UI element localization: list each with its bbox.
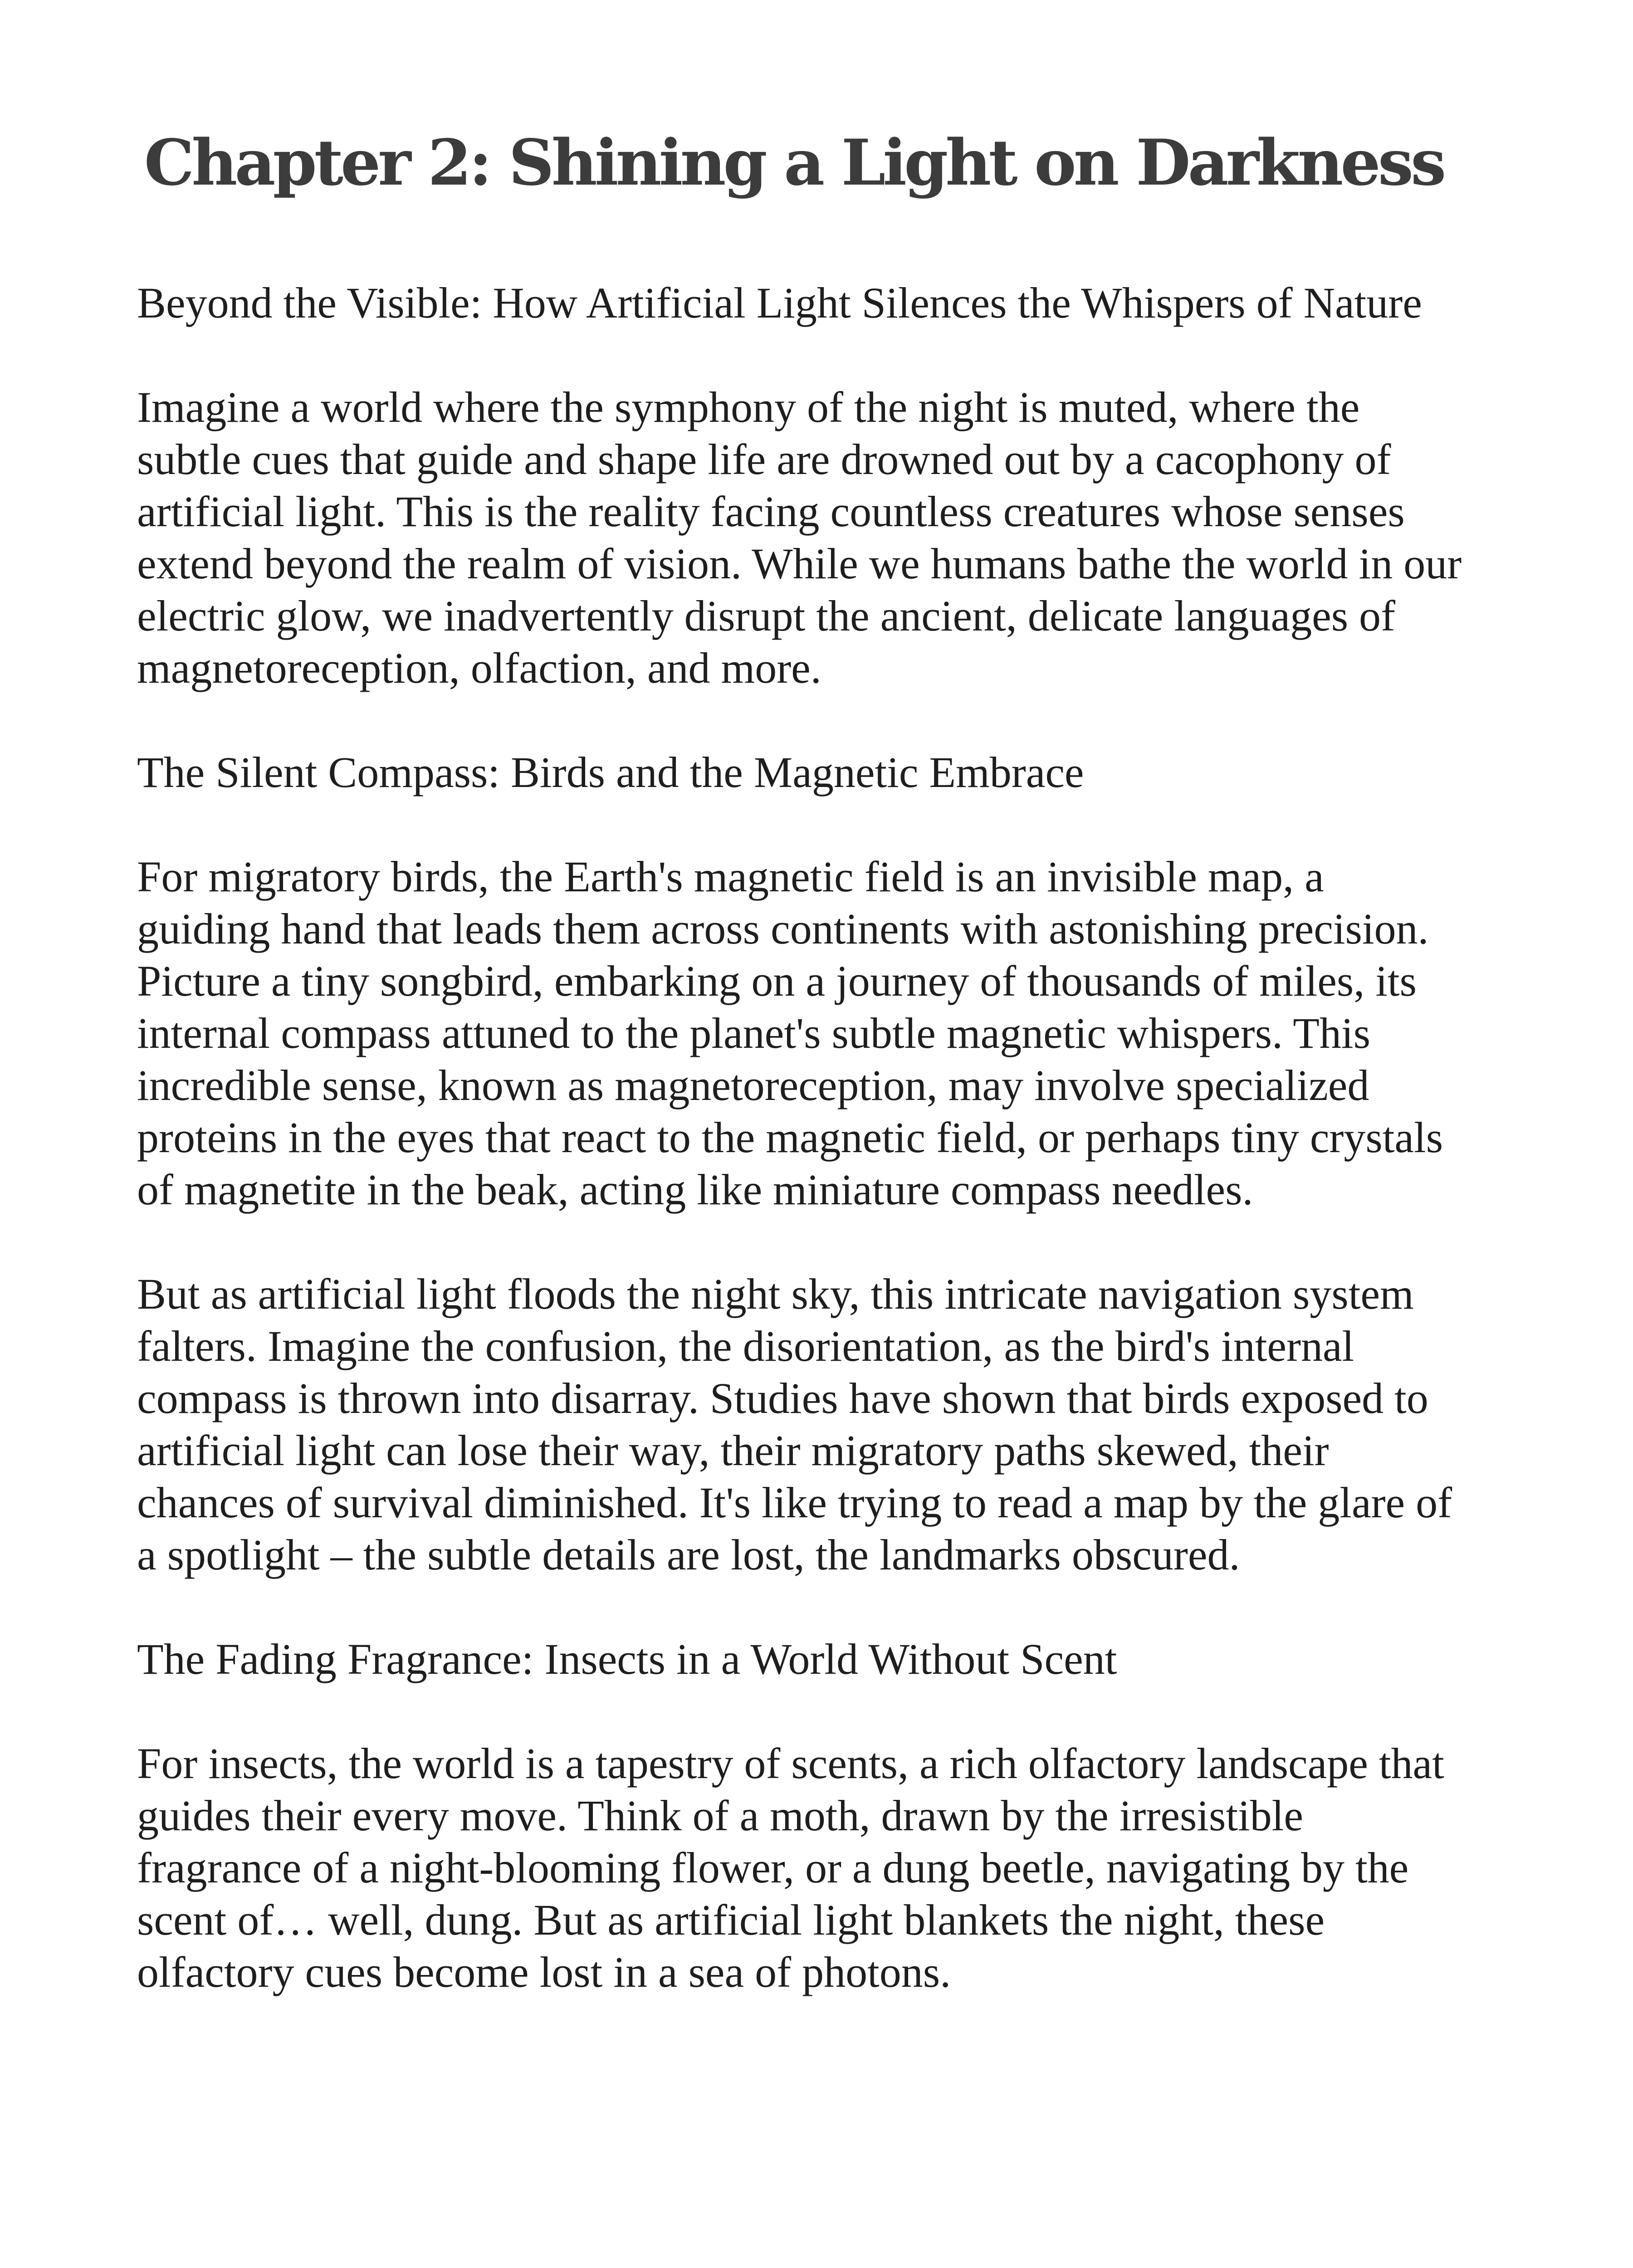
chapter-title: Chapter 2: Shining a Light on Darkness (144, 125, 1444, 200)
paragraph-intro: Imagine a world where the symphony of the night is muted, where the subtle cues that guide and shape life are drowned out by a cacophony of artificial light. This is the reality facing countless creatures whose senses extend beyond the realm of vision. While we humans bathe the world in our electric glow, we inadvertently disrupt the ancient, delicate languages of magnetoreception, olfaction, and more. (137, 383, 1462, 692)
section-heading-fading-fragrance: The Fading Fragrance: Insects in a World Without Scent (137, 1635, 1117, 1683)
section-subtitle-beyond-the-visible: Beyond the Visible: How Artificial Light Silences the Whispers of Nature (137, 279, 1422, 327)
section-heading-silent-compass: The Silent Compass: Birds and the Magnetic Embrace (137, 748, 1084, 797)
paragraph-artificial-light-birds: But as artificial light floods the night sky, this intricate navigation system falters. Imagine the confusion, the disorientation, as the bird's internal compass is thrown into disarray. Studies have shown that birds exposed to artificial light can lose their way, their migratory paths skewed, their chances of survival diminished. It's like trying to read a map by the glare of a spotlight – the subtle details are lost, the landmarks obscured. (137, 1270, 1452, 1579)
body-text (137, 277, 1466, 1998)
paragraph-insects: For insects, the world is a tapestry of scents, a rich olfactory landscape that guides their every move. Think of a moth, drawn by the irresistible fragrance of a night-blooming flower, or a dung beetle, navigating by the scent of… well, dung. But as artificial light blankets the night, these olfactory cues become lost in a sea of photons. (137, 1739, 1444, 1996)
paragraph-migratory-birds: For migratory birds, the Earth's magnetic field is an invisible map, a guiding hand that leads them across continents with astonishing precision. Picture a tiny songbird, embarking on a journey of thousands of miles, its internal compass attuned to the planet's subtle magnetic whispers. This incredible sense, known as magnetoreception, may involve specialized proteins in the eyes that react to the magnetic field, or perhaps tiny crystals of magnetite in the beak, acting like miniature compass needles. (137, 852, 1443, 1214)
